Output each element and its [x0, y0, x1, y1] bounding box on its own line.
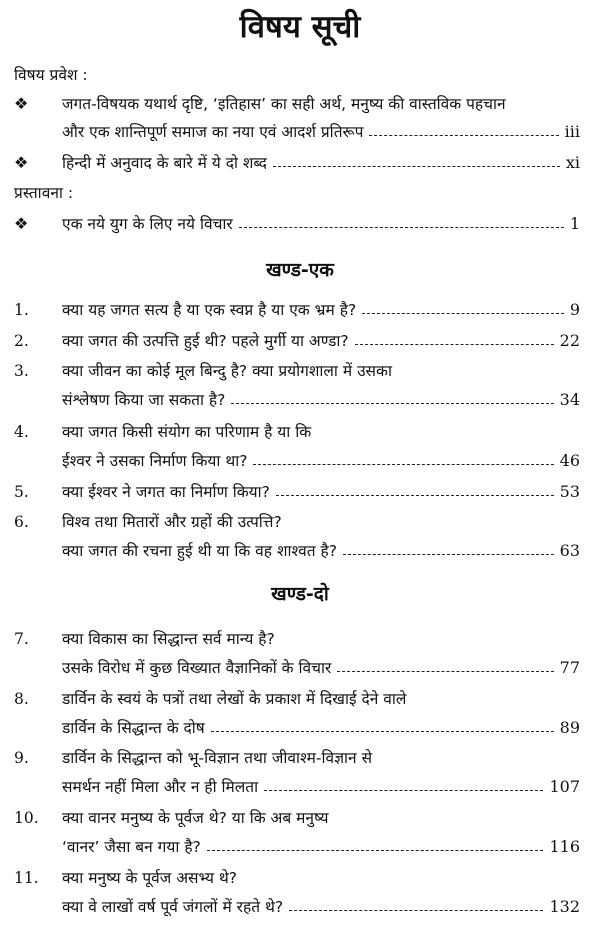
entry-number: 3. [14, 362, 29, 380]
toc-entry-3 [0, 357, 600, 385]
toc-entry-10-cont [0, 833, 600, 861]
page-title: विषय सूची [239, 9, 361, 45]
intro-label: विषय प्रवेश : [14, 66, 88, 84]
entry-title: जगत-विषयक यथार्थ दृष्टि, ‘इतिहास’ का सही अर्थ, मनुष्य की वास्तविक पहचान [62, 95, 506, 113]
entry-title-cont: और एक शान्तिपूर्ण समाज का नया एवं आदर्श प्रतिरूप [62, 123, 364, 141]
toc-entry-10 [0, 804, 600, 832]
section-heading: खण्ड-एक [266, 259, 334, 281]
entry-title: क्या जगत की उत्पत्ति हुई थी? पहले मुर्गी या अण्डा? [62, 332, 349, 350]
leader-dots [337, 670, 553, 672]
page-number: 89 [559, 718, 580, 737]
intro-entry-1-cont [0, 118, 600, 146]
toc-entry-4 [0, 418, 600, 446]
preface-label-row [0, 179, 600, 207]
leader-dots [273, 165, 560, 167]
page-number: 46 [559, 451, 580, 470]
toc-entry-7-cont [0, 654, 600, 682]
leader-dots [362, 312, 564, 314]
section-heading: खण्ड-दो [271, 583, 329, 605]
page-number: 1 [569, 214, 580, 233]
toc-entry-4-cont [0, 447, 600, 475]
leader-dots [343, 553, 554, 555]
entry-title: डार्विन के सिद्धान्त को भू-विज्ञान तथा जीवाश्म-विज्ञान से [62, 749, 373, 767]
leader-dots [211, 730, 554, 732]
toc-entry-11 [0, 864, 600, 892]
page-number: 53 [559, 482, 580, 501]
intro-entry-2 [0, 149, 600, 177]
entry-title: डार्विन के स्वयं के पत्रों तथा लेखों के प्रकाश में दिखाई देने वाले [62, 690, 407, 708]
toc-entry-8-cont [0, 714, 600, 742]
diamond-bullet-icon: ❖ [14, 153, 29, 172]
toc-entry-9 [0, 744, 600, 772]
entry-number: 2. [14, 332, 29, 350]
leader-dots [355, 343, 554, 345]
page-number: 77 [559, 658, 580, 677]
toc-entry-8 [0, 685, 600, 713]
toc-entry-9-cont [0, 773, 600, 801]
toc-entry-5 [0, 478, 600, 506]
entry-title-cont: संश्लेषण किया जा सकता है? [62, 391, 226, 409]
page-number: xi [565, 153, 580, 172]
page-number: 107 [549, 777, 580, 796]
leader-dots [264, 789, 543, 791]
page-number: 22 [559, 331, 580, 350]
toc-entry-7 [0, 625, 600, 653]
entry-title-cont: ईश्वर ने उसका निर्माण किया था? [62, 452, 248, 470]
entry-title-cont: क्या जगत की रचना हुई थी या कि वह शाश्वत है? [62, 542, 337, 560]
page-number: 116 [549, 837, 580, 856]
toc-entry-11-cont [0, 893, 600, 921]
preface-entry-1 [0, 210, 600, 238]
leader-dots [369, 134, 558, 136]
leader-dots [231, 402, 553, 404]
page-number: 9 [569, 300, 580, 319]
toc-entry-1 [0, 296, 600, 324]
leader-dots [253, 463, 553, 465]
toc-entry-6 [0, 508, 600, 536]
entry-number: 9. [14, 749, 29, 767]
entry-title: हिन्दी में अनुवाद के बारे में ये दो शब्द [62, 154, 267, 172]
entry-number: 11. [14, 869, 39, 887]
leader-dots [207, 849, 544, 851]
entry-number: 6. [14, 513, 29, 531]
intro-label-row [0, 61, 600, 89]
entry-title-cont: समर्थन नहीं मिला और न ही मिलता [62, 778, 259, 796]
entry-title: क्या जगत किसी संयोग का परिणाम है या कि [62, 423, 312, 441]
page-number: iii [564, 122, 580, 141]
toc-entry-2 [0, 327, 600, 355]
entry-number: 10. [14, 809, 39, 827]
page-number: 34 [559, 390, 580, 409]
entry-title: एक नये युग के लिए नये विचार [62, 215, 233, 233]
entry-title-cont: उसके विरोध में कुछ विख्यात वैज्ञानिकों के विचार [62, 659, 332, 677]
toc-entry-3-cont [0, 386, 600, 414]
diamond-bullet-icon: ❖ [14, 94, 29, 113]
entry-title: क्या मनुष्य के पूर्वज असभ्य थे? [62, 869, 238, 887]
entry-number: 7. [14, 630, 29, 648]
preface-label: प्रस्तावना : [14, 184, 74, 202]
entry-title: क्या ईश्वर ने जगत का निर्माण किया? [62, 483, 270, 501]
entry-number: 4. [14, 423, 29, 441]
toc-entry-6-cont [0, 537, 600, 565]
entry-title: क्या विकास का सिद्धान्त सर्व मान्य है? [62, 630, 275, 648]
entry-number: 8. [14, 690, 29, 708]
entry-title-cont: डार्विन के सिद्धान्त के दोष [62, 719, 205, 737]
page-number: 132 [549, 897, 580, 916]
entry-title: विश्व तथा मितारों और ग्रहों की उत्पत्ति? [62, 513, 282, 531]
intro-entry-1 [0, 90, 600, 118]
page-number: 63 [559, 541, 580, 560]
entry-title-cont: ‘वानर’ जैसा बन गया है? [62, 838, 201, 856]
leader-dots [289, 909, 543, 911]
leader-dots [276, 494, 554, 496]
entry-title: क्या यह जगत सत्य है या एक स्वप्न है या एक भ्रम है? [62, 301, 357, 319]
entry-number: 5. [14, 483, 29, 501]
diamond-bullet-icon: ❖ [14, 214, 29, 233]
entry-title: क्या वानर मनुष्य के पूर्वज थे? या कि अब मनुष्य [62, 809, 329, 827]
entry-number: 1. [14, 301, 29, 319]
entry-title-cont: क्या वे लाखों वर्ष पूर्व जंगलों में रहते थे? [62, 898, 284, 916]
leader-dots [239, 226, 564, 228]
entry-title: क्या जीवन का कोई मूल बिन्दु है? क्या प्रयोगशाला में उसका [62, 362, 392, 380]
